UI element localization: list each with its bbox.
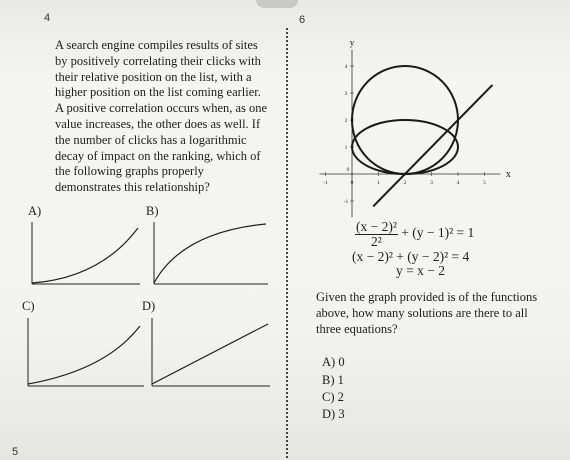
left-page-number: 4 xyxy=(44,12,51,24)
page-divider xyxy=(286,28,288,458)
equation-1-fraction xyxy=(355,220,398,248)
option-c-graph xyxy=(26,318,146,390)
equation-1-rest: + (y − 1)² = 1 xyxy=(401,225,475,241)
option-a-graph xyxy=(30,222,142,288)
x-tick-label-2: 2 xyxy=(403,180,407,186)
question-text: A search engine compiles results of sites by positively correlating their clicks with their relative position on the list, with a higher position on the list coming earlier. A positive correlation occurs when, as one value increases, the other does as well. If the number of clicks has a logarithmic decay of impact on the ranking, which of the following graphs properly demonstrates this relationship? xyxy=(55,38,268,195)
option-a-label: A) xyxy=(28,204,42,218)
option-b-curve xyxy=(154,224,266,283)
x-tick-label--1: -1 xyxy=(323,180,328,186)
equation-3: y = x − 2 xyxy=(396,263,445,278)
y-tick-label-0: 0 xyxy=(346,167,350,173)
bottom-page-number: 5 xyxy=(12,446,19,458)
option-c-curve xyxy=(28,326,140,384)
equation-2: (x − 2)² + (y − 2)² = 4 xyxy=(352,249,470,264)
equation-1-denominator: 2² xyxy=(371,234,382,249)
option-b-label: B) xyxy=(146,204,159,218)
x-tick-label-0: 0 xyxy=(350,180,354,186)
option-d-label: D) xyxy=(142,299,156,313)
right-page-number: 6 xyxy=(299,14,306,26)
equation-1 xyxy=(355,220,474,248)
y-axis-label: y xyxy=(349,37,355,48)
y-tick-label--1: -1 xyxy=(343,199,349,205)
question-2-text: Given the graph provided is of the functions above, how many solutions are there to all three equations? xyxy=(316,290,538,336)
x-axis-label: x xyxy=(505,169,511,180)
option-d-line xyxy=(152,324,268,384)
answer-c: C) 2 xyxy=(322,390,344,404)
binder-tab xyxy=(256,0,298,8)
answer-a: A) 0 xyxy=(322,355,345,369)
answer-d: D) 3 xyxy=(322,407,345,421)
y-tick-label-2: 2 xyxy=(344,118,348,124)
answer-b: B) 1 xyxy=(322,373,344,387)
option-d-graph xyxy=(150,318,272,390)
x-tick-label-3: 3 xyxy=(430,180,433,186)
line-y-equals-x-minus-2 xyxy=(373,85,492,206)
ellipse-curve xyxy=(352,120,458,174)
x-tick-label-4: 4 xyxy=(456,180,460,186)
coordinate-graph xyxy=(312,37,511,218)
x-tick-label-1: 1 xyxy=(377,180,380,186)
y-tick-label-3: 3 xyxy=(344,91,348,97)
y-tick-label-4: 4 xyxy=(344,64,348,70)
equation-1-numerator: (x − 2)² xyxy=(356,219,397,234)
option-b-graph xyxy=(152,222,270,288)
option-a-curve xyxy=(32,228,138,283)
x-tick-label-5: 5 xyxy=(483,180,486,186)
option-c-label: C) xyxy=(22,299,35,313)
y-tick-label-1: 1 xyxy=(344,145,348,151)
